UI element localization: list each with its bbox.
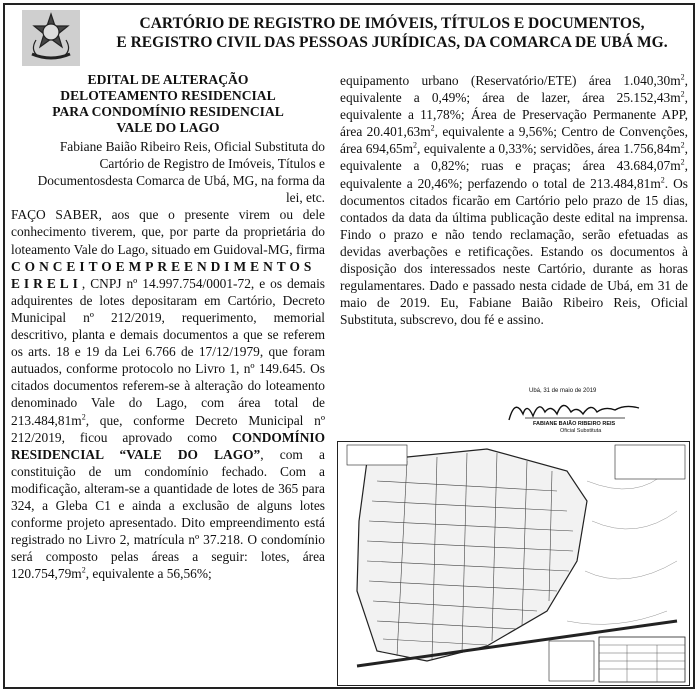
r6: , equivalente a 0,82%; ruas e praças; área 43.684,07m: [340, 141, 688, 174]
r5: , equivalente a 0,33%; servidões, área 1.756,84m: [417, 141, 681, 157]
signature-role: Oficial Substituta: [560, 428, 602, 434]
title-line-1: EDITAL DE ALTERAÇÃO: [87, 72, 249, 87]
r8: . Os documentos citados ficarão em Cartório pelo prazo de 15 dias, contados da data da última publicação deste edital na imprensa. Findo o prazo e não tendo reclamação, serão efetuadas as devidas averbações e retificações. Estando os documentos à disposição dos interessados neste Cartório, durante as horas regulamentares. Dado e passado nesta cidade de Ubá, em 31 de maio de 2019. Eu, Fabiane Baião Ribeiro Reis, Oficial Substituta, subscrevo, dou fé e assino.: [340, 175, 688, 328]
title-line-4: VALE DO LAGO: [116, 120, 220, 135]
r3: , equivalente a 11,78%; Área de Preservação Permanente APP, área 20.401,63m: [340, 90, 688, 140]
company-name: CONCEITOEMPREENDIMENTOS EIRELI: [11, 258, 316, 291]
sup: 2: [430, 123, 435, 133]
r4: , equivalente a 9,56%; Centro de Convenções, área 694,65m: [340, 124, 688, 157]
left-column: [11, 72, 325, 582]
continuation-paragraph: [340, 72, 688, 328]
main-paragraph: [11, 206, 325, 582]
sup: 2: [413, 140, 417, 150]
p1-d: , com a constituição de um condomínio fechado. Com a modificação, alteram-se a quantidade de lotes de 365 para 324, a Gleba C1 e ainda a exclusão de alguns lotes conforme projeto apresentado. Dito empreendimento está registrado no Livro 2, matrícula nº 37.218. O condomínio será composto pelas áreas a seguir: lotes, área 120.754,79m: [11, 446, 325, 582]
registry-header: [92, 14, 692, 52]
p1-b: , CNPJ nº 14.997.754/0001-72, e os demais adquirentes de lotes depositaram em Cartório, Decreto Municipal nº 212/2019, requerimento, memorial descritivo, planta e demais documentos a que se referem os arts. 18 e 19 da Lei 6.766 de 17/12/1979, que foram autuados, conforme protocolo no Livro 1, nº 149.645. Os citados documentos referem-se à alteração do loteamento denominado Vale do Lago, com área total de 213.484,81m: [11, 275, 325, 428]
p1-c: , que, conforme Decreto Municipal nº 212/2019, ficou aprovado como: [11, 412, 325, 445]
subdivision-map: [337, 441, 690, 686]
sup: 2: [660, 175, 665, 185]
coat-of-arms-seal: [22, 10, 80, 66]
edital-title: [11, 72, 325, 136]
right-column: [340, 72, 688, 328]
intro-paragraph: Fabiane Baião Ribeiro Reis, Oficial Substituta do Cartório de Registro de Imóveis, Títulos e Documentosdesta Comarca de Ubá, MG, na forma da lei, etc.: [37, 139, 325, 206]
handwritten-signature: [505, 394, 645, 424]
p1-e: , equivalente a 56,56%;: [85, 566, 212, 582]
signature-block: [505, 388, 645, 436]
sup: 2: [680, 72, 685, 82]
r7: , equivalente a 20,46%; perfazendo o total de 213.484,81m: [340, 158, 688, 191]
header-line-1: CARTÓRIO DE REGISTRO DE IMÓVEIS, TÍTULOS E DOCUMENTOS,: [139, 15, 645, 32]
sup: 2: [680, 158, 685, 167]
sup: 2: [680, 140, 685, 150]
condo-name: CONDOMÍNIO RESIDENCIAL “VALE DO LAGO”: [11, 429, 325, 462]
r2: , equivalente a 0,49%; área de lazer, área 25.152,43m: [340, 73, 688, 106]
sup: 2: [680, 89, 685, 99]
title-line-2: DELOTEAMENTO RESIDENCIAL: [60, 88, 276, 103]
title-line-3: PARA CONDOMÍNIO RESIDENCIAL: [52, 104, 284, 119]
signature-name: FABIANE BAIÃO RIBEIRO REIS: [533, 421, 616, 427]
header-line-2: E REGISTRO CIVIL DAS PESSOAS JURÍDICAS, DA COMARCA DE UBÁ MG.: [116, 34, 668, 51]
r1: equipamento urbano (Reservatório/ETE) área 1.040,30m: [340, 73, 681, 88]
p1-a: FAÇO SABER, aos que o presente virem ou dele conhecimento tiverem, que, por parte da proprietária do loteamento Vale do Lago, situado em Guidoval-MG, firma: [11, 207, 325, 257]
signature-date: Ubá, 31 de maio de 2019: [529, 388, 597, 394]
sup: 2: [81, 565, 86, 575]
sup: 2: [81, 412, 86, 422]
